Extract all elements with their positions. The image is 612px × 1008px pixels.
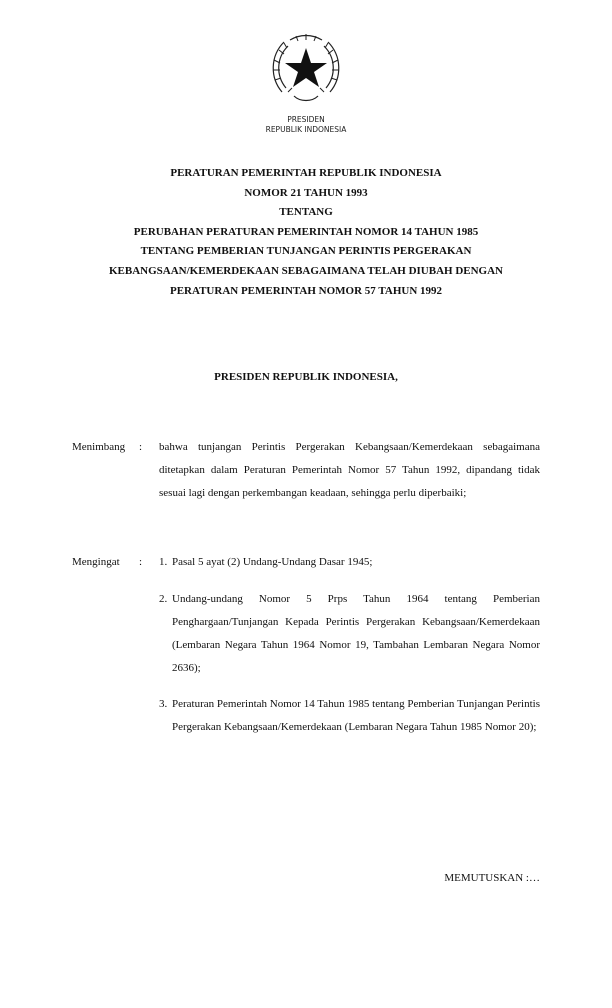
office-name-line1: PRESIDEN: [287, 115, 325, 124]
item-text: Pasal 5 ayat (2) Undang-Undang Dasar 1945;: [172, 556, 373, 568]
title-line: PERATURAN PEMERINTAH NOMOR 57 TAHUN 1992: [169, 284, 443, 297]
menimbang-text: bahwa tunjangan Perintis Pergerakan Kebangsaan/Kemerdekaan sebagaimana ditetapkan dalam Peraturan Pemerintah Nomor 57 Tahun 1992, dipandang tidak sesuai lagi dengan perkembangan keadaan, sehingga perlu diperbaiki;: [159, 441, 540, 499]
mengingat-label: Mengingat: [72, 556, 120, 568]
title-line: KEBANGSAAN/KEMERDEKAAN SEBAGAIMANA TELAH DIUBAH DENGAN: [108, 264, 503, 277]
item-text: Undang-undang Nomor 5 Prps Tahun 1964 tentang Pemberian Penghargaan/Tunjangan Kepada Perintis Pergerakan Kebangsaan/Kemerdekaan (Lembaran Negara Tahun 1964 Nomor 19, Tambahan Lembaran Negara Nomor 2636);: [172, 593, 540, 674]
mengingat-item: [159, 551, 540, 574]
item-number: 2.: [159, 593, 168, 605]
continuation-marker: MEMUTUSKAN :…: [444, 872, 540, 884]
menimbang-label: Menimbang: [72, 441, 126, 453]
mengingat-item: [159, 588, 540, 680]
title-line: PERUBAHAN PERATURAN PEMERINTAH NOMOR 14 TAHUN 1985: [133, 225, 479, 238]
subject-heading: PRESIDEN REPUBLIK INDONESIA,: [214, 371, 398, 383]
title-line: TENTANG: [279, 206, 333, 219]
office-name-line2: REPUBLIK INDONESIA: [265, 125, 347, 134]
title-line: TENTANG PEMBERIAN TUNJANGAN PERINTIS PERGERAKAN: [140, 245, 472, 258]
document-title: [0, 164, 612, 301]
item-number: 1.: [159, 556, 168, 568]
menimbang-colon: :: [139, 441, 143, 453]
title-line: PERATURAN PEMERINTAH REPUBLIK INDONESIA: [170, 167, 442, 179]
mengingat-item: [159, 693, 540, 739]
title-line: NOMOR 21 TAHUN 1993: [244, 186, 368, 199]
garuda-emblem-icon: [268, 30, 344, 106]
item-number: 3.: [159, 698, 168, 710]
mengingat-colon: :: [139, 556, 143, 568]
item-text: Peraturan Pemerintah Nomor 14 Tahun 1985 tentang Pemberian Tunjangan Perintis Pergerakan Kebangsaan/Kemerdekaan (Lembaran Negara Tahun 1985 Nomor 20);: [172, 698, 540, 733]
